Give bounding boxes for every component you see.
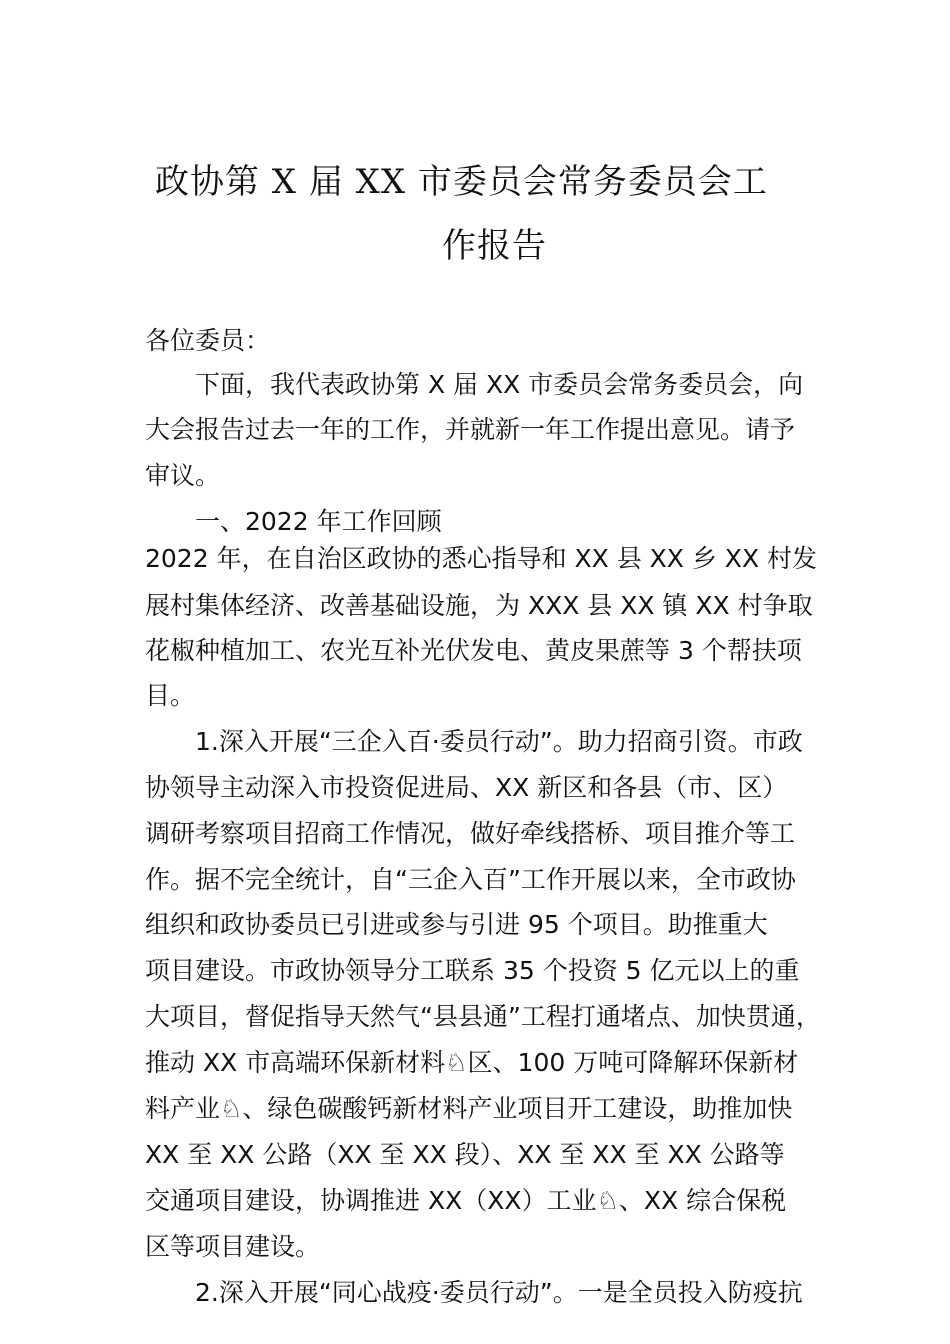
report-title-line-2: 作报告 <box>442 226 547 266</box>
paragraph-line: 下面，我代表政协第 X 届 XX 市委员会常务委员会，向 <box>195 370 804 399</box>
paragraph-line: 作。据不完全统计，自“三企入百”工作开展以来，全市政协 <box>145 865 796 894</box>
paragraph-line: 调研考察项目招商工作情况，做好牵线搭桥、项目推介等工 <box>145 819 796 848</box>
report-title-line-1: 政协第 X 届 XX 市委员会常务委员会工 <box>155 162 768 202</box>
paragraph-line: 花椒种植加工、农光互补光伏发电、黄皮果蔗等 3 个帮扶项 <box>145 636 802 665</box>
paragraph-line: 推动 XX 市高端环保新材料♘区、100 万吨可降解环保新材 <box>145 1048 799 1077</box>
paragraph-line: 协领导主动深入市投资促进局、XX 新区和各县（市、区） <box>145 773 788 802</box>
paragraph-line: 审议。 <box>145 461 221 490</box>
paragraph-line: 区等项目建设。 <box>145 1232 321 1261</box>
section-heading: 一、2022 年工作回顾 <box>195 507 442 536</box>
paragraph-line: 料产业♘、绿色碳酸钙新材料产业项目开工建设，助推加快 <box>145 1094 793 1123</box>
paragraph-line: 交通项目建设，协调推进 XX（XX）工业♘、XX 综合保税 <box>145 1186 787 1215</box>
paragraph-line: 2.深入开展“同心战疫·委员行动”。一是全员投入防疫抗 <box>195 1278 803 1307</box>
paragraph-line: 展村集体经济、改善基础设施，为 XXX 县 XX 镇 XX 村争取 <box>145 591 813 620</box>
paragraph-line: 项目建设。市政协领导分工联系 35 个投资 5 亿元以上的重 <box>145 956 800 985</box>
paragraph-line: 大会报告过去一年的工作，并就新一年工作提出意见。请予 <box>145 415 796 444</box>
paragraph-line: 目。 <box>145 681 196 710</box>
paragraph-line: 1.深入开展“三企入百·委员行动”。助力招商引资。市政 <box>195 727 803 756</box>
paragraph-line: 2022 年，在自治区政协的悉心指导和 XX 县 XX 乡 XX 村发 <box>145 544 818 573</box>
paragraph-line: 大项目，督促指导天然气“县县通”工程打通堵点、加快贯通， <box>145 1002 821 1031</box>
paragraph-line: 组织和政协委员已引进或参与引进 95 个项目。助推重大 <box>145 910 768 939</box>
paragraph-line: XX 至 XX 公路（XX 至 XX 段）、XX 至 XX 至 XX 公路等 <box>145 1140 785 1169</box>
salutation: 各位委员： <box>145 326 271 355</box>
